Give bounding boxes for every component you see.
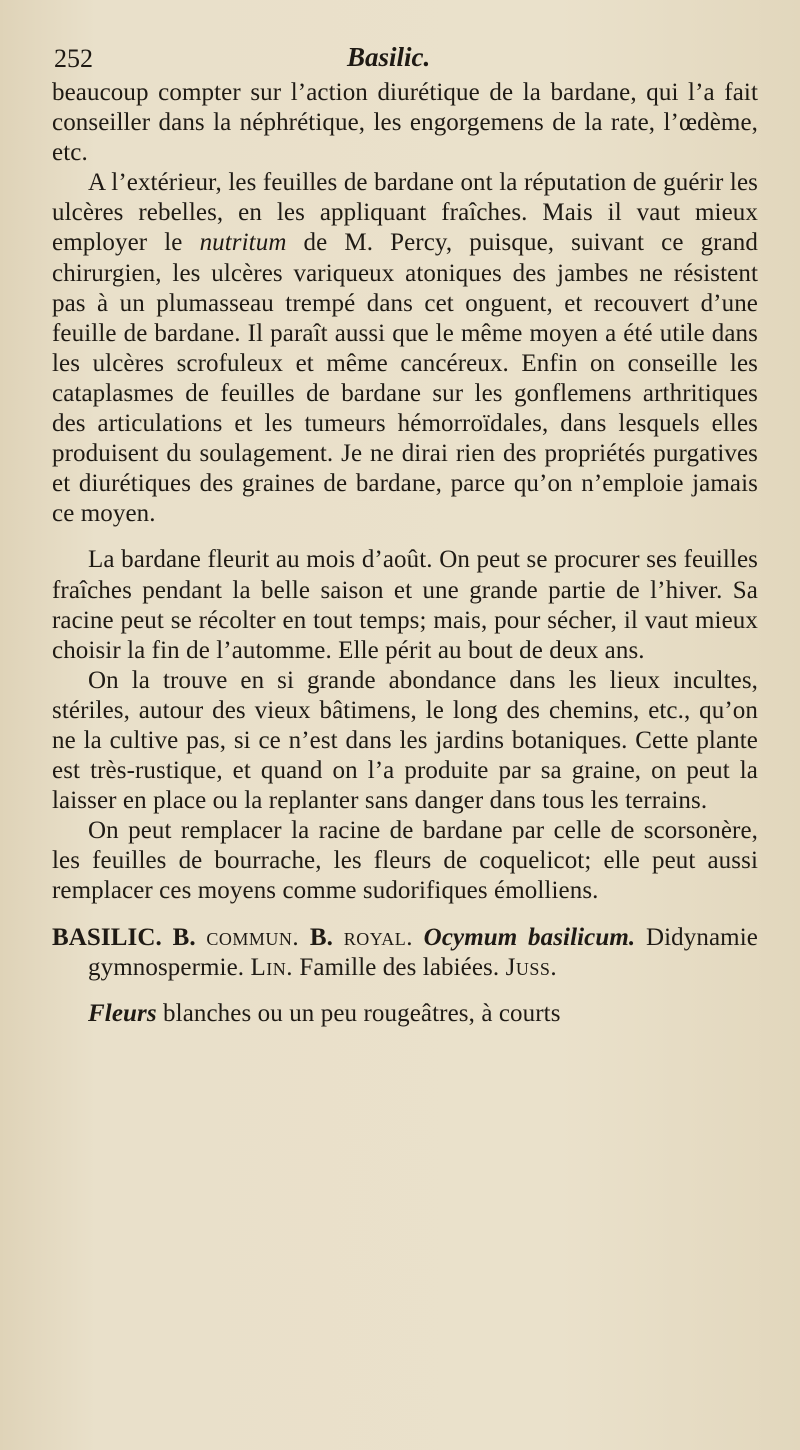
paragraph-2-text-before: A l’extérieur, les feuilles de bardane ont la réputation de guérir les ulcères rebelles, en les appliquant fraîches. Mais il vaut mieux employer le [52,169,758,257]
paragraph-3-text: La bardane fleurit au mois d’août. On peut se procurer ses feuilles fraîches pendant la belle saison et une grande partie de l’hiver. Sa racine peut se récolter en tout temps; mais, pour sécher, il vaut mieux choisir la fin de l’automme. Elle périt au bout de deux ans. [52,546,758,664]
entry-variant-1: commun. [206,923,300,951]
page-header [52,30,758,73]
paragraph-final [52,999,758,1029]
entry-latin-name: Ocymum basilicum. [423,923,636,951]
entry-headword: BASILIC. [52,923,162,951]
body-text [52,78,758,1029]
paragraph-1-text: beaucoup compter sur l’action diurétique de la bardane, qui l’a fait conseiller dans la néphrétique, les engorgemens de la rate, l’œdème, etc. [52,79,758,167]
entry-authority-2: Juss. [505,953,558,981]
paragraph-2-text-after: de M. Percy, puisque, suivant ce grand chirurgien, les ulcères variqueux atoniques des jambes ne résistent pas à un plumasseau trempé dans cet onguent, et recouvert d’une feuille de bardane. Il paraît aussi que le même moyen a été utile dans les ulcères scrofuleux et même cancéreux. Enfin on conseille les cataplasmes de feuilles de bardane sur les gonflemens arthritiques des articulations et les tumeurs hémorroïdales, dans lesquels elles produisent du soulagement. Je ne dirai rien des propriétés purgatives et diurétiques des graines de bardane, parce qu’on n’emploie jamais ce moyen. [52,229,759,528]
entry-abbr-1: B. [172,923,196,951]
final-paragraph-lead: Fleurs [88,999,157,1027]
entry-classification: Didynamie gymnospermie. [88,923,758,981]
paragraph-3 [52,545,758,665]
paragraph-2-emphasis: nutritum [199,229,287,257]
entry-family: Famille des labiées. [299,953,500,981]
dictionary-entry [52,923,758,983]
paragraph-4-text: On la trouve en si grande abondance dans les lieux incultes, stériles, autour des vieux bâtimens, le long des chemins, etc., qu’on ne la cultive pas, si ce n’est dans les jardins botaniques. Cette plante est très-rustique, et quand on l’a produite par sa graine, on peut la laisser en place ou la replanter sans danger dans tous les terrains. [52,666,758,815]
running-title: Basilic. [347,42,431,72]
paragraph-gap [52,529,758,545]
entry-variant-2: royal. [343,923,413,951]
final-gap [52,983,758,999]
paragraph-5-text: On peut remplacer la racine de bardane par celle de scorsonère, les feuilles de bourrache, les fleurs de coquelicot; elle peut aussi remplacer ces moyens comme sudorifiques émolliens. [52,817,758,905]
entry-gap [52,907,758,923]
paragraph-4 [52,666,758,816]
paragraph-5 [52,816,758,906]
paragraph-1 [52,78,758,168]
entry-authority-1: Lin. [250,953,294,981]
final-paragraph-text: blanches ou un peu rougeâtres, à courts [163,999,561,1027]
entry-abbr-2: B. [309,923,333,951]
paragraph-2 [52,168,758,529]
page-number: 252 [54,44,93,73]
